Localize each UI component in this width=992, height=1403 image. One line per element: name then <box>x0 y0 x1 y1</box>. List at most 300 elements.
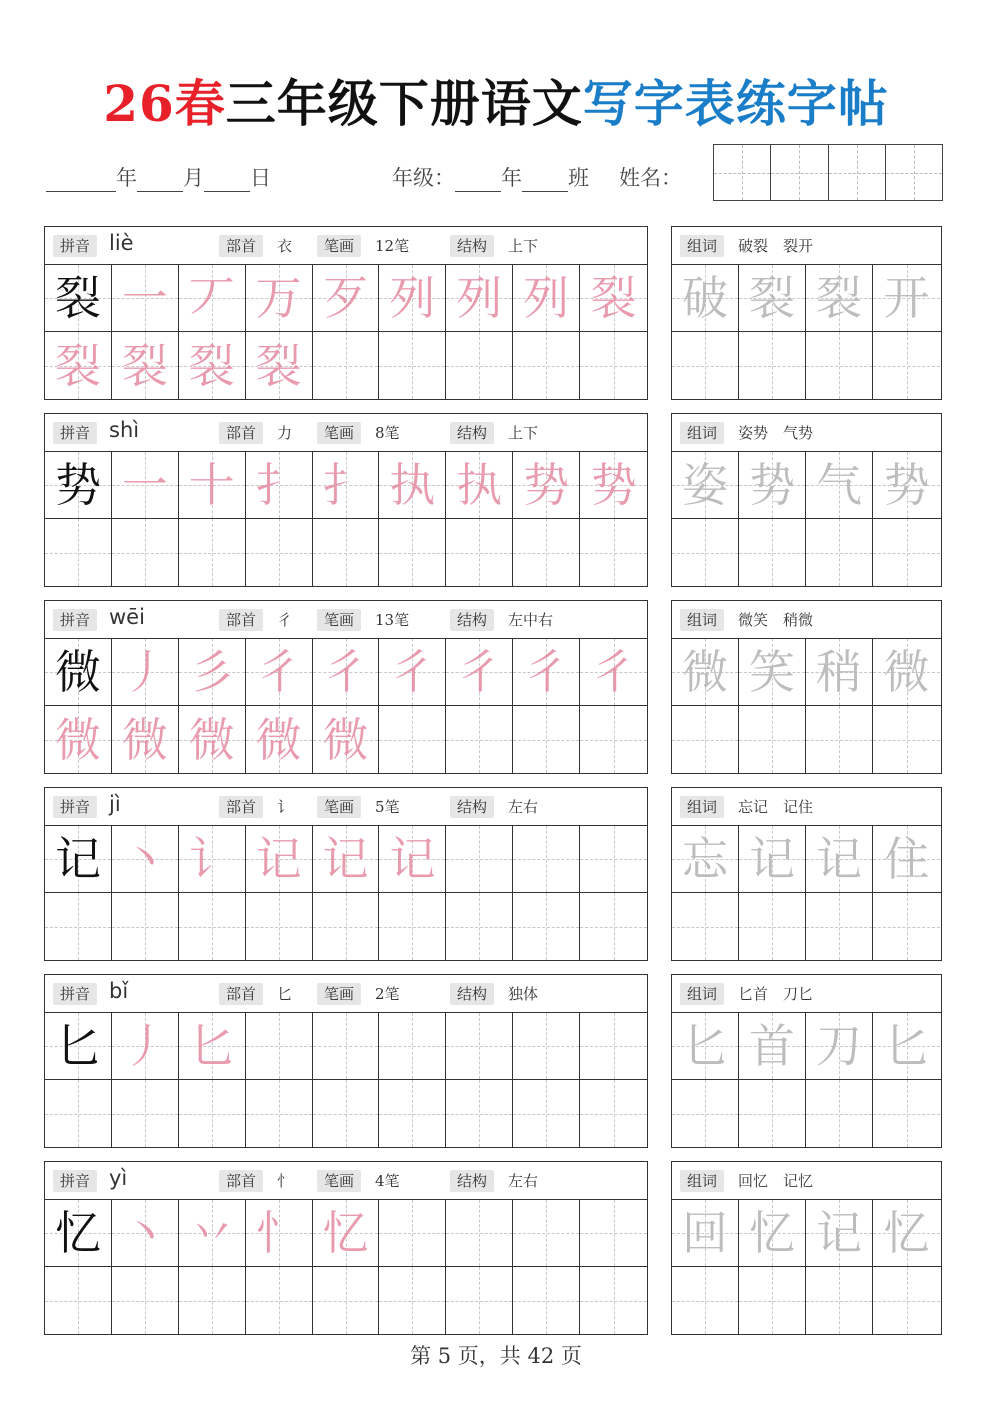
practice-cell[interactable] <box>179 1267 246 1334</box>
practice-cell[interactable] <box>379 1200 446 1266</box>
word-cell[interactable] <box>873 826 940 892</box>
trace-word-character: 姿 <box>682 458 728 512</box>
strokes-label: 笔画 <box>317 1170 361 1192</box>
word-cell[interactable] <box>672 1013 739 1079</box>
word-cell[interactable] <box>739 452 806 518</box>
character-block <box>44 600 942 774</box>
practice-cell[interactable] <box>580 706 647 773</box>
word-cell[interactable] <box>806 826 873 892</box>
words-label: 组词 <box>680 1170 724 1192</box>
practice-cell[interactable] <box>446 893 513 960</box>
practice-cell[interactable] <box>45 1080 112 1147</box>
word-cell[interactable] <box>672 519 739 586</box>
practice-cell[interactable] <box>246 706 313 773</box>
words-value: 破裂 裂开 <box>738 237 814 255</box>
practice-cell[interactable] <box>446 1200 513 1266</box>
practice-row <box>45 706 647 773</box>
practice-cell[interactable] <box>313 519 380 586</box>
stroke-order-step: 彳 <box>322 645 369 699</box>
practice-cell[interactable] <box>179 519 246 586</box>
practice-cell[interactable] <box>45 452 112 518</box>
trace-word-character: 匕 <box>883 1019 930 1073</box>
word-cell[interactable] <box>672 893 739 960</box>
practice-cell[interactable] <box>112 1013 179 1079</box>
word-cell[interactable] <box>739 519 806 586</box>
word-cell[interactable] <box>739 1013 806 1079</box>
practice-cell[interactable] <box>112 1200 179 1266</box>
char-info-header <box>45 227 647 265</box>
pinyin-label: 拼音 <box>53 1170 97 1192</box>
practice-cell[interactable] <box>313 1080 380 1147</box>
practice-cell[interactable] <box>246 893 313 960</box>
practice-cell[interactable] <box>580 639 647 705</box>
word-cell[interactable] <box>806 706 873 773</box>
stroke-order-step: 裂 <box>121 338 168 393</box>
strokes-value: 5笔 <box>375 798 400 816</box>
practice-cell[interactable] <box>580 452 647 518</box>
practice-cell[interactable] <box>379 265 446 331</box>
practice-cell[interactable] <box>246 332 313 399</box>
word-row <box>672 826 941 893</box>
pinyin-value: bǐ <box>109 979 129 1003</box>
practice-cell[interactable] <box>246 519 313 586</box>
words-label: 组词 <box>680 422 724 444</box>
trace-word-character: 记 <box>816 832 862 886</box>
trace-word-character: 笑 <box>749 645 795 699</box>
stroke-order-step: 万 <box>255 271 302 325</box>
practice-cell[interactable] <box>513 706 580 773</box>
radical-label: 部首 <box>219 796 263 818</box>
word-row <box>672 265 941 332</box>
trace-word-character: 稍 <box>816 645 862 699</box>
stroke-order-step: 列 <box>523 271 570 325</box>
stroke-order-step: 列 <box>389 271 436 325</box>
word-cell[interactable] <box>806 519 873 586</box>
practice-row <box>45 1013 647 1080</box>
word-cell[interactable] <box>873 1267 940 1334</box>
word-cell[interactable] <box>672 706 739 773</box>
trace-word-character: 开 <box>883 271 930 325</box>
practice-cell[interactable] <box>379 639 446 705</box>
practice-cell[interactable] <box>580 519 647 586</box>
practice-cell[interactable] <box>379 893 446 960</box>
practice-cell[interactable] <box>313 1013 380 1079</box>
stroke-order-step: 裂 <box>54 338 101 393</box>
word-practice-panel <box>671 787 942 961</box>
trace-word-character: 记 <box>816 1206 862 1260</box>
practice-cell[interactable] <box>379 1013 446 1079</box>
word-cell[interactable] <box>672 826 739 892</box>
character-block <box>44 413 942 587</box>
practice-cell[interactable] <box>246 826 313 892</box>
page-title <box>0 72 992 136</box>
stroke-order-step: 势 <box>590 458 637 512</box>
structure-label: 结构 <box>450 609 494 631</box>
practice-cell[interactable] <box>379 332 446 399</box>
word-cell[interactable] <box>873 1080 940 1147</box>
class-label: 班 <box>568 166 589 190</box>
word-row <box>672 1267 941 1334</box>
practice-cell[interactable] <box>313 639 380 705</box>
practice-cell[interactable] <box>513 332 580 399</box>
word-row <box>672 1080 941 1147</box>
word-cell[interactable] <box>739 706 806 773</box>
words-value: 匕首 刀匕 <box>738 985 814 1003</box>
practice-cell[interactable] <box>179 826 246 892</box>
practice-cell[interactable] <box>313 332 380 399</box>
practice-cell[interactable] <box>513 1013 580 1079</box>
word-cell[interactable] <box>873 706 940 773</box>
practice-cell[interactable] <box>513 826 580 892</box>
stroke-order-step: 一 <box>121 271 168 325</box>
practice-cell[interactable] <box>112 706 179 773</box>
practice-cell[interactable] <box>446 639 513 705</box>
trace-word-character: 微 <box>682 645 728 699</box>
practice-cell[interactable] <box>246 1013 313 1079</box>
char-info-header <box>45 414 647 452</box>
practice-cell[interactable] <box>45 1200 112 1266</box>
word-cell[interactable] <box>873 332 940 399</box>
structure-value: 左右 <box>508 1172 539 1190</box>
strokes-label: 笔画 <box>317 422 361 444</box>
day-label: 日 <box>250 166 271 190</box>
month-blank[interactable] <box>137 169 183 192</box>
stroke-order-step: 忆 <box>322 1206 369 1260</box>
word-practice-panel <box>671 600 942 774</box>
stroke-order-step: 彳 <box>456 645 503 699</box>
stroke-order-step: 讠 <box>188 832 235 886</box>
practice-cell[interactable] <box>246 265 313 331</box>
word-cell[interactable] <box>739 332 806 399</box>
title-part-black: 三年级下册语文 <box>225 74 583 133</box>
practice-cell[interactable] <box>379 826 446 892</box>
practice-cell[interactable] <box>179 706 246 773</box>
word-cell[interactable] <box>739 1200 806 1266</box>
practice-cell[interactable] <box>45 706 112 773</box>
year-blank[interactable] <box>46 169 116 192</box>
word-row <box>672 893 941 960</box>
grade-label: 年级： <box>392 166 455 190</box>
stroke-order-step: 微 <box>54 712 101 767</box>
character-block <box>44 974 942 1148</box>
strokes-value: 4笔 <box>375 1172 400 1190</box>
stroke-order-step: 丆 <box>188 271 235 325</box>
character-block <box>44 226 942 400</box>
practice-cell[interactable] <box>379 1267 446 1334</box>
practice-cell[interactable] <box>446 265 513 331</box>
practice-cell[interactable] <box>313 452 380 518</box>
radical-value: 力 <box>277 424 293 442</box>
stroke-order-step: 微 <box>322 712 369 767</box>
word-cell[interactable] <box>806 265 873 331</box>
practice-row <box>45 1200 647 1267</box>
word-cell[interactable] <box>672 332 739 399</box>
title-part-red: 26春 <box>103 74 226 133</box>
structure-value: 左右 <box>508 798 539 816</box>
practice-cell[interactable] <box>112 826 179 892</box>
word-cell[interactable] <box>739 1267 806 1334</box>
strokes-value: 13笔 <box>375 611 410 629</box>
pinyin-value: yì <box>109 1166 128 1190</box>
model-character: 记 <box>54 832 101 886</box>
practice-cell[interactable] <box>580 1267 647 1334</box>
model-character: 势 <box>54 458 101 512</box>
word-cell[interactable] <box>739 639 806 705</box>
practice-cell[interactable] <box>379 1080 446 1147</box>
word-cell[interactable] <box>873 1200 940 1266</box>
radical-value: 忄 <box>277 1172 293 1190</box>
practice-cell[interactable] <box>45 1013 112 1079</box>
practice-cell[interactable] <box>513 639 580 705</box>
structure-value: 上下 <box>508 424 539 442</box>
practice-cell[interactable] <box>313 826 380 892</box>
practice-cell[interactable] <box>112 893 179 960</box>
character-block <box>44 787 942 961</box>
trace-word-character: 忆 <box>883 1206 930 1260</box>
char-info-header <box>45 1162 647 1200</box>
practice-cell[interactable] <box>580 826 647 892</box>
stroke-order-step: 匕 <box>188 1019 235 1073</box>
stroke-order-step: 丿 <box>121 645 168 699</box>
structure-label: 结构 <box>450 1170 494 1192</box>
practice-cell[interactable] <box>246 1080 313 1147</box>
practice-cell[interactable] <box>112 1267 179 1334</box>
trace-word-character: 势 <box>749 458 795 512</box>
word-cell[interactable] <box>806 452 873 518</box>
pinyin-label: 拼音 <box>53 609 97 631</box>
word-row <box>672 1013 941 1080</box>
practice-cell[interactable] <box>112 332 179 399</box>
stroke-order-step: 彳 <box>523 645 570 699</box>
stroke-order-step: 扌 <box>255 458 302 512</box>
name-cell[interactable] <box>886 145 942 200</box>
practice-row <box>45 639 647 706</box>
name-cell[interactable] <box>829 145 886 200</box>
practice-cell[interactable] <box>313 1200 380 1266</box>
stroke-practice-panel <box>44 974 648 1148</box>
strokes-label: 笔画 <box>317 235 361 257</box>
word-cell[interactable] <box>873 519 940 586</box>
practice-cell[interactable] <box>246 639 313 705</box>
practice-cell[interactable] <box>45 893 112 960</box>
name-cell[interactable] <box>771 145 828 200</box>
practice-cell[interactable] <box>179 1080 246 1147</box>
trace-word-character: 住 <box>883 832 930 886</box>
practice-cell[interactable] <box>513 452 580 518</box>
practice-cell[interactable] <box>379 706 446 773</box>
word-cell[interactable] <box>873 1013 940 1079</box>
practice-cell[interactable] <box>179 332 246 399</box>
practice-cell[interactable] <box>112 452 179 518</box>
practice-cell[interactable] <box>179 1013 246 1079</box>
stroke-order-step: 微 <box>121 712 168 767</box>
word-cell[interactable] <box>873 893 940 960</box>
practice-cell[interactable] <box>580 265 647 331</box>
stroke-order-step: 势 <box>523 458 570 512</box>
practice-cell[interactable] <box>513 1080 580 1147</box>
stroke-practice-panel <box>44 1161 648 1335</box>
word-cell[interactable] <box>873 452 940 518</box>
practice-cell[interactable] <box>313 893 380 960</box>
practice-cell[interactable] <box>446 1080 513 1147</box>
grade-year-label: 年 <box>501 166 522 190</box>
practice-cell[interactable] <box>179 639 246 705</box>
word-practice-panel <box>671 974 942 1148</box>
practice-cell[interactable] <box>45 519 112 586</box>
practice-cell[interactable] <box>179 265 246 331</box>
trace-word-character: 气 <box>816 458 862 512</box>
practice-cell[interactable] <box>246 1200 313 1266</box>
word-cell[interactable] <box>873 639 940 705</box>
practice-cell[interactable] <box>580 1200 647 1266</box>
practice-cell[interactable] <box>513 265 580 331</box>
radical-label: 部首 <box>219 1170 263 1192</box>
grade-blank[interactable] <box>455 169 501 192</box>
stroke-order-step: 扌 <box>322 458 369 512</box>
practice-cell[interactable] <box>513 1200 580 1266</box>
practice-cell[interactable] <box>313 265 380 331</box>
practice-cell[interactable] <box>513 893 580 960</box>
radical-value: 彳 <box>277 611 293 629</box>
pinyin-label: 拼音 <box>53 796 97 818</box>
model-character: 匕 <box>54 1019 101 1073</box>
char-info-header <box>45 975 647 1013</box>
practice-cell[interactable] <box>45 639 112 705</box>
structure-value: 独体 <box>508 985 539 1003</box>
trace-word-character: 回 <box>682 1206 728 1260</box>
words-header <box>672 601 941 639</box>
practice-cell[interactable] <box>45 332 112 399</box>
practice-cell[interactable] <box>179 893 246 960</box>
stroke-order-step: 十 <box>188 458 235 512</box>
trace-word-character: 忆 <box>749 1206 795 1260</box>
practice-cell[interactable] <box>313 1267 380 1334</box>
structure-label: 结构 <box>450 235 494 257</box>
stroke-order-step: 丶 <box>121 1206 168 1260</box>
practice-cell[interactable] <box>45 265 112 331</box>
practice-row <box>45 893 647 960</box>
practice-cell[interactable] <box>45 826 112 892</box>
word-cell[interactable] <box>739 893 806 960</box>
word-cell[interactable] <box>739 826 806 892</box>
word-cell[interactable] <box>806 332 873 399</box>
name-cell[interactable] <box>714 145 771 200</box>
practice-cell[interactable] <box>246 452 313 518</box>
word-cell[interactable] <box>739 1080 806 1147</box>
stroke-order-step: 忄 <box>255 1206 302 1260</box>
practice-row <box>45 519 647 586</box>
pinyin-label: 拼音 <box>53 235 97 257</box>
practice-cell[interactable] <box>112 265 179 331</box>
word-cell[interactable] <box>672 639 739 705</box>
practice-cell[interactable] <box>513 519 580 586</box>
practice-cell[interactable] <box>446 1267 513 1334</box>
word-cell[interactable] <box>873 265 940 331</box>
title-part-blue: 写字表练字帖 <box>582 74 889 133</box>
model-character: 裂 <box>54 271 101 325</box>
word-cell[interactable] <box>806 1080 873 1147</box>
practice-row <box>45 265 647 332</box>
word-cell[interactable] <box>806 639 873 705</box>
word-cell[interactable] <box>806 1200 873 1266</box>
practice-cell[interactable] <box>45 1267 112 1334</box>
word-cell[interactable] <box>739 265 806 331</box>
practice-cell[interactable] <box>112 639 179 705</box>
stroke-practice-panel <box>44 413 648 587</box>
practice-cell[interactable] <box>513 1267 580 1334</box>
practice-cell[interactable] <box>446 332 513 399</box>
date-line <box>46 162 271 192</box>
practice-cell[interactable] <box>112 519 179 586</box>
word-cell[interactable] <box>672 1200 739 1266</box>
strokes-label: 笔画 <box>317 796 361 818</box>
word-cell[interactable] <box>806 893 873 960</box>
strokes-value: 2笔 <box>375 985 400 1003</box>
practice-cell[interactable] <box>580 332 647 399</box>
word-cell[interactable] <box>672 265 739 331</box>
strokes-label: 笔画 <box>317 609 361 631</box>
practice-cell[interactable] <box>580 1013 647 1079</box>
practice-cell[interactable] <box>446 452 513 518</box>
word-cell[interactable] <box>806 1013 873 1079</box>
word-row <box>672 452 941 519</box>
practice-cell[interactable] <box>112 1080 179 1147</box>
class-blank[interactable] <box>522 169 568 192</box>
practice-cell[interactable] <box>580 1080 647 1147</box>
practice-cell[interactable] <box>246 1267 313 1334</box>
structure-label: 结构 <box>450 796 494 818</box>
word-cell[interactable] <box>672 1267 739 1334</box>
practice-cell[interactable] <box>580 893 647 960</box>
practice-cell[interactable] <box>446 706 513 773</box>
word-row <box>672 706 941 773</box>
words-header <box>672 1162 941 1200</box>
student-line <box>392 162 682 192</box>
stroke-order-step: 记 <box>255 832 302 886</box>
strokes-label: 笔画 <box>317 983 361 1005</box>
practice-cell[interactable] <box>446 1013 513 1079</box>
stroke-order-step: 歹 <box>322 271 369 325</box>
word-cell[interactable] <box>672 452 739 518</box>
practice-cell[interactable] <box>379 452 446 518</box>
trace-word-character: 刀 <box>816 1019 862 1073</box>
practice-cell[interactable] <box>379 519 446 586</box>
radical-label: 部首 <box>219 983 263 1005</box>
trace-word-character: 记 <box>749 832 795 886</box>
word-cell[interactable] <box>672 1080 739 1147</box>
practice-cell[interactable] <box>179 452 246 518</box>
trace-word-character: 裂 <box>749 271 795 325</box>
practice-cell[interactable] <box>313 706 380 773</box>
radical-value: 讠 <box>277 798 293 816</box>
model-character: 忆 <box>54 1206 101 1260</box>
strokes-value: 8笔 <box>375 424 400 442</box>
name-grid[interactable] <box>713 144 943 201</box>
practice-cell[interactable] <box>446 826 513 892</box>
radical-value: 匕 <box>277 985 293 1003</box>
day-blank[interactable] <box>204 169 250 192</box>
page-footer: 第 5 页，共 42 页 <box>410 1344 582 1368</box>
stroke-order-step: 彳 <box>389 645 436 699</box>
word-cell[interactable] <box>806 1267 873 1334</box>
practice-cell[interactable] <box>446 519 513 586</box>
radical-value: 衣 <box>277 237 293 255</box>
practice-cell[interactable] <box>179 1200 246 1266</box>
practice-row <box>45 452 647 519</box>
practice-row <box>45 1267 647 1334</box>
word-row <box>672 519 941 586</box>
structure-value: 左中右 <box>508 611 554 629</box>
